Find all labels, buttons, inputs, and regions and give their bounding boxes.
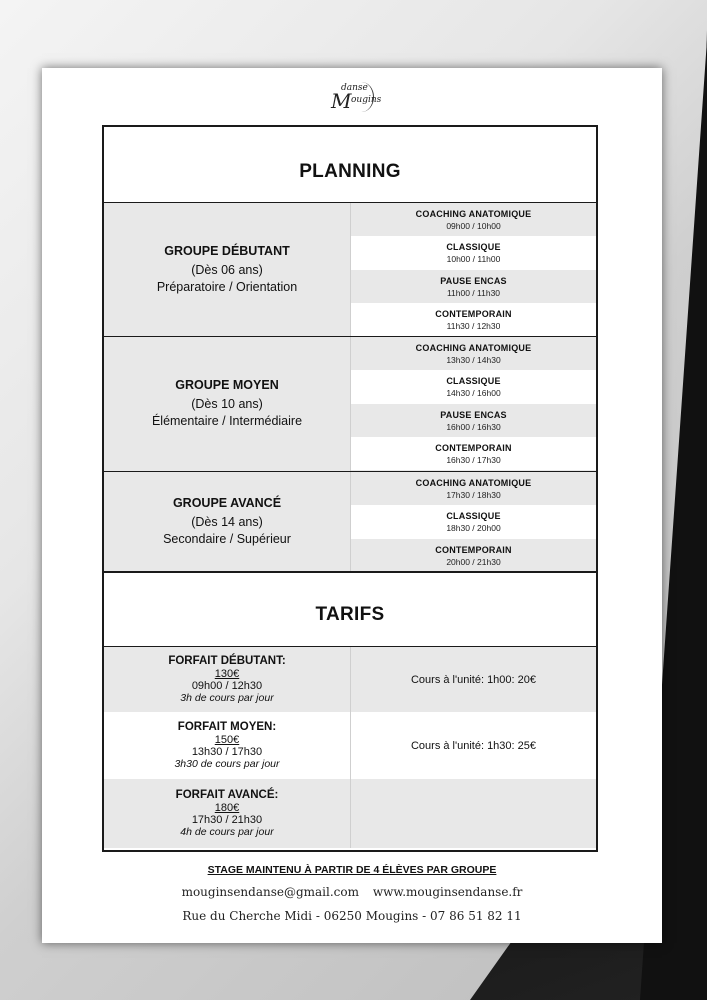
tarif-name: FORFAIT MOYEN: xyxy=(177,721,277,733)
tarif-price: 180€ xyxy=(214,802,240,814)
slot-time: 10h00 / 11h00 xyxy=(446,254,501,264)
slot-name: CONTEMPORAIN xyxy=(435,544,512,555)
group-level: Secondaire / Supérieur xyxy=(163,531,291,546)
slot-time: 11h30 / 12h30 xyxy=(446,321,501,331)
address-line: Rue du Cherche Midi - 06250 Mougins - 07 86 51 82 11 xyxy=(182,909,522,923)
tarif-unit-price: Cours à l'unité: 1h00: 20€ xyxy=(350,647,596,712)
tarif-note: 3h30 de cours par jour xyxy=(174,758,280,770)
schedule-slot xyxy=(351,370,596,404)
slot-name: COACHING ANATOMIQUE xyxy=(415,342,532,353)
slot-name: CONTEMPORAIN xyxy=(435,309,512,319)
schedule-slot xyxy=(351,203,596,236)
group-level: Élémentaire / Intermédiaire xyxy=(151,414,303,428)
tarif-note: 4h de cours par jour xyxy=(180,826,274,838)
website-link[interactable]: www.mouginsendanse.fr xyxy=(372,885,523,899)
tarif-name: FORFAIT AVANCÉ: xyxy=(175,789,279,801)
slot-time: 11h00 / 11h30 xyxy=(446,287,501,298)
group-name: GROUPE DÉBUTANT xyxy=(164,243,290,258)
slot-time: 13h30 / 14h30 xyxy=(446,354,501,365)
group-avance xyxy=(104,471,596,571)
tarif-package xyxy=(104,779,350,848)
group-level: Préparatoire / Orientation xyxy=(156,279,298,294)
tarif-unit-price xyxy=(350,779,596,848)
tarif-row xyxy=(104,712,596,779)
slot-time: 18h30 / 20h00 xyxy=(446,523,501,533)
email-link[interactable]: mouginsendanse@gmail.com xyxy=(181,885,359,899)
planning-box xyxy=(102,125,598,573)
minimum-students-note: STAGE MAINTENU À PARTIR DE 4 ÉLÈVES PAR GROUPE xyxy=(207,864,497,876)
schedule-slot xyxy=(351,303,596,337)
slot-name: COACHING ANATOMIQUE xyxy=(415,208,532,219)
logo-letter-m: M xyxy=(331,89,352,113)
group-age: (Dès 06 ans) xyxy=(191,262,263,277)
tarif-hours: 13h30 / 17h30 xyxy=(191,746,263,758)
group-debutant xyxy=(104,202,596,336)
schedule-slot xyxy=(351,505,596,539)
group-schedule xyxy=(350,472,596,571)
group-age: (Dès 10 ans) xyxy=(191,397,263,411)
contact-line xyxy=(42,885,662,899)
tarif-price: 130€ xyxy=(214,668,240,680)
tarif-unit-price: Cours à l'unité: 1h30: 25€ xyxy=(350,712,596,779)
group-name: GROUPE AVANCÉ xyxy=(172,495,282,510)
group-schedule xyxy=(350,203,596,336)
slot-time: 09h00 / 10h00 xyxy=(446,220,501,231)
schedule-slot xyxy=(351,404,596,437)
slot-name: PAUSE ENCAS xyxy=(440,409,507,420)
tarif-package xyxy=(104,647,350,712)
slot-name: CLASSIQUE xyxy=(446,242,501,252)
slot-name: CONTEMPORAIN xyxy=(435,442,512,453)
slot-time: 17h30 / 18h30 xyxy=(446,489,501,500)
slot-name: CLASSIQUE xyxy=(446,511,501,521)
slot-name: PAUSE ENCAS xyxy=(440,275,507,286)
slot-time: 20h00 / 21h30 xyxy=(446,556,501,567)
tarifs-box xyxy=(102,573,598,852)
tarif-price: 150€ xyxy=(214,734,240,746)
tarif-hours: 09h00 / 12h30 xyxy=(191,680,263,692)
schedule-slot xyxy=(351,337,596,370)
slot-time: 14h30 / 16h00 xyxy=(446,388,501,398)
group-age: (Dès 14 ans) xyxy=(191,514,263,529)
logo xyxy=(327,82,382,118)
flyer-page xyxy=(42,68,662,943)
planning-title: PLANNING xyxy=(299,161,401,182)
group-info xyxy=(104,337,350,471)
group-info xyxy=(104,472,350,571)
tarif-row xyxy=(104,779,596,848)
slot-time: 16h30 / 17h30 xyxy=(446,454,501,465)
tarif-row xyxy=(104,646,596,712)
tarif-note: 3h de cours par jour xyxy=(180,692,274,704)
tarifs-title: TARIFS xyxy=(315,604,385,625)
schedule-slot xyxy=(351,539,596,572)
group-name: GROUPE MOYEN xyxy=(175,378,279,392)
slot-time: 16h00 / 16h30 xyxy=(446,421,501,432)
tarif-package xyxy=(104,712,350,779)
logo-word-ougins: ougins xyxy=(351,95,382,105)
group-info xyxy=(104,203,350,336)
tarif-name: FORFAIT DÉBUTANT: xyxy=(168,655,286,667)
schedule-slot xyxy=(351,270,596,303)
schedule-slot xyxy=(351,472,596,505)
slot-name: COACHING ANATOMIQUE xyxy=(415,477,532,488)
tarif-hours: 17h30 / 21h30 xyxy=(191,814,263,826)
slot-name: CLASSIQUE xyxy=(446,376,501,386)
group-schedule xyxy=(350,337,596,471)
schedule-slot xyxy=(351,437,596,470)
schedule-slot xyxy=(351,236,596,270)
group-moyen xyxy=(104,336,596,471)
logo-word-danse: danse xyxy=(341,83,368,93)
